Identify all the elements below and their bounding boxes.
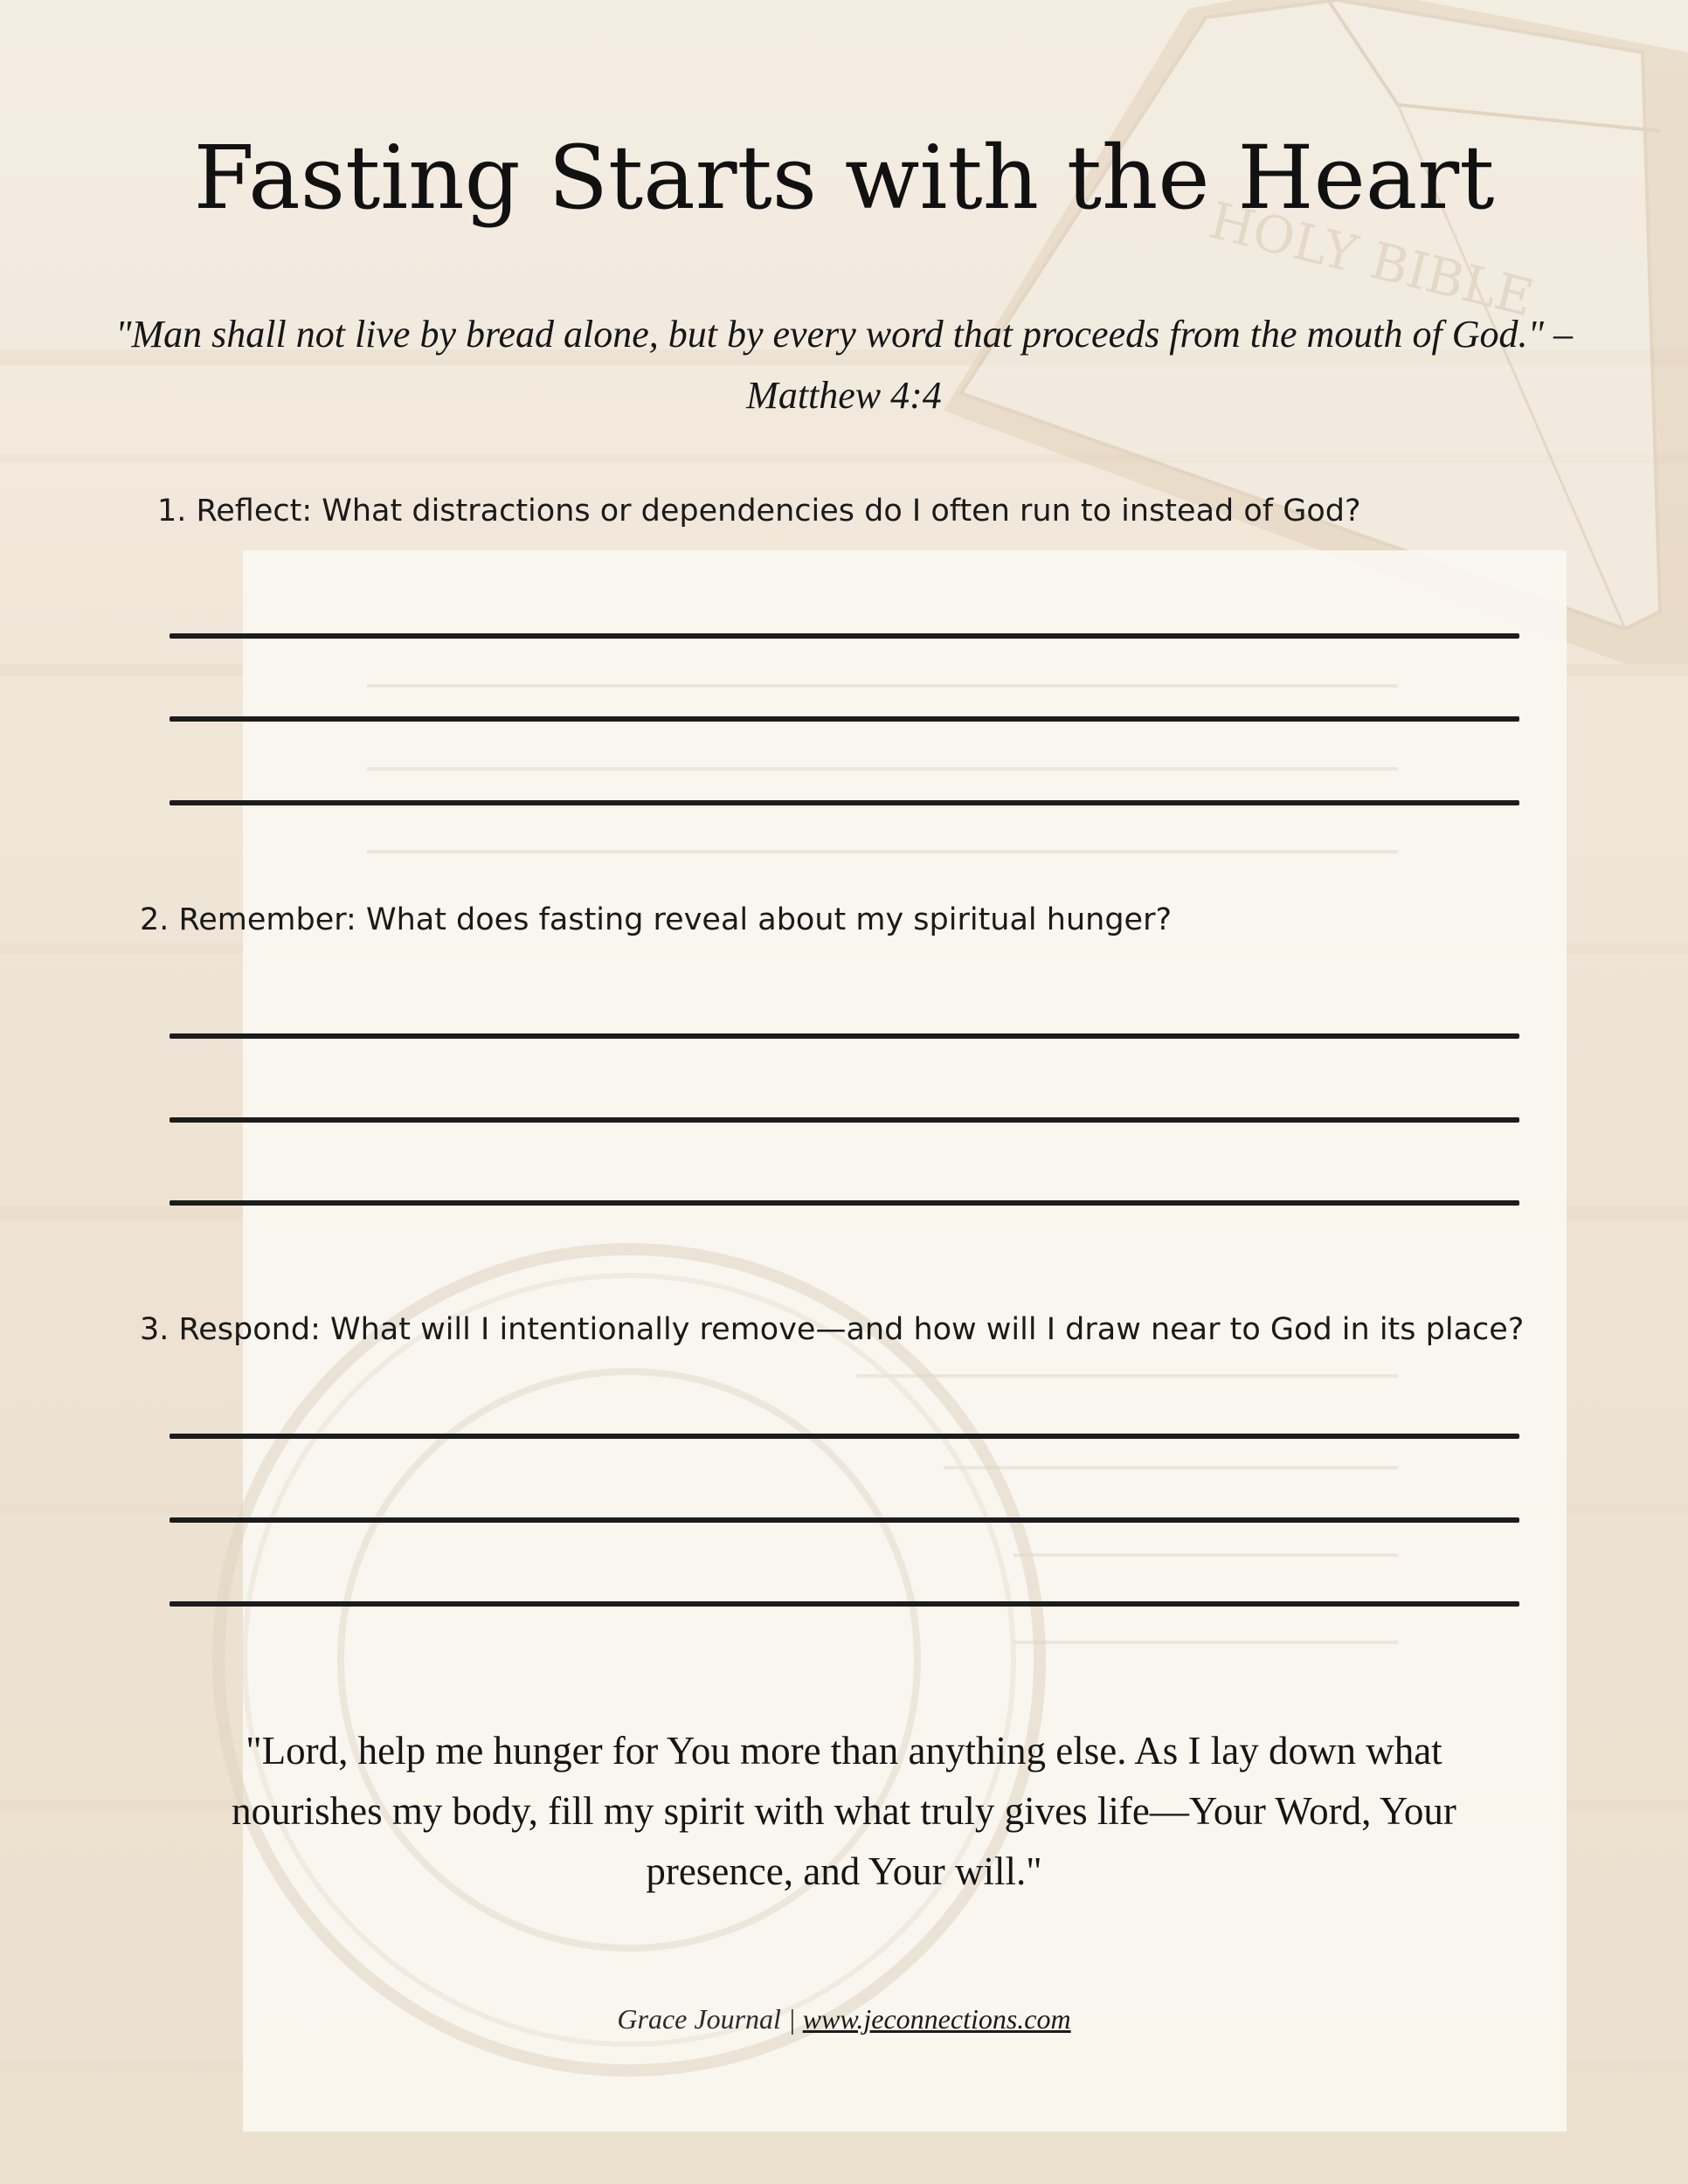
writing-line[interactable] xyxy=(169,1200,1519,1206)
writing-line[interactable] xyxy=(169,1033,1519,1039)
verse-reference: Matthew 4:4 xyxy=(746,374,942,417)
writing-line[interactable] xyxy=(169,800,1519,805)
prompt-reflect: 1. Reflect: What distractions or dependencies do I often run to instead of God? xyxy=(157,494,1361,529)
website-link[interactable]: www.jeconnections.com xyxy=(802,2003,1071,2035)
closing-prayer: "Lord, help me hunger for You more than anything else. As I lay down what nourishes my body, fill my spirit with what truly gives life—Your Word, Your presence, and Your will." xyxy=(232,1729,1456,1893)
bible-cover-text: HOLY BIBLE xyxy=(1203,190,1539,328)
prompt-respond: 3. Respond: What will I intentionally remove—and how will I draw near to God in its place? xyxy=(140,1312,1525,1347)
writing-line[interactable] xyxy=(169,1117,1519,1123)
writing-line[interactable] xyxy=(169,633,1519,639)
writing-line[interactable] xyxy=(169,716,1519,722)
footer xyxy=(0,2003,1688,2035)
writing-line[interactable] xyxy=(169,1434,1519,1439)
footer-separator: | xyxy=(787,2003,796,2035)
verse-text: "Man shall not live by bread alone, but by every word that proceeds from the mouth of God." – xyxy=(115,313,1573,356)
page-title: Fasting Starts with the Heart xyxy=(193,127,1495,229)
writing-line[interactable] xyxy=(169,1517,1519,1523)
prompt-remember: 2. Remember: What does fasting reveal about my spiritual hunger? xyxy=(140,902,1173,937)
writing-line[interactable] xyxy=(169,1601,1519,1607)
scripture-verse xyxy=(61,304,1627,426)
footer-brand: Grace Journal xyxy=(617,2003,781,2035)
